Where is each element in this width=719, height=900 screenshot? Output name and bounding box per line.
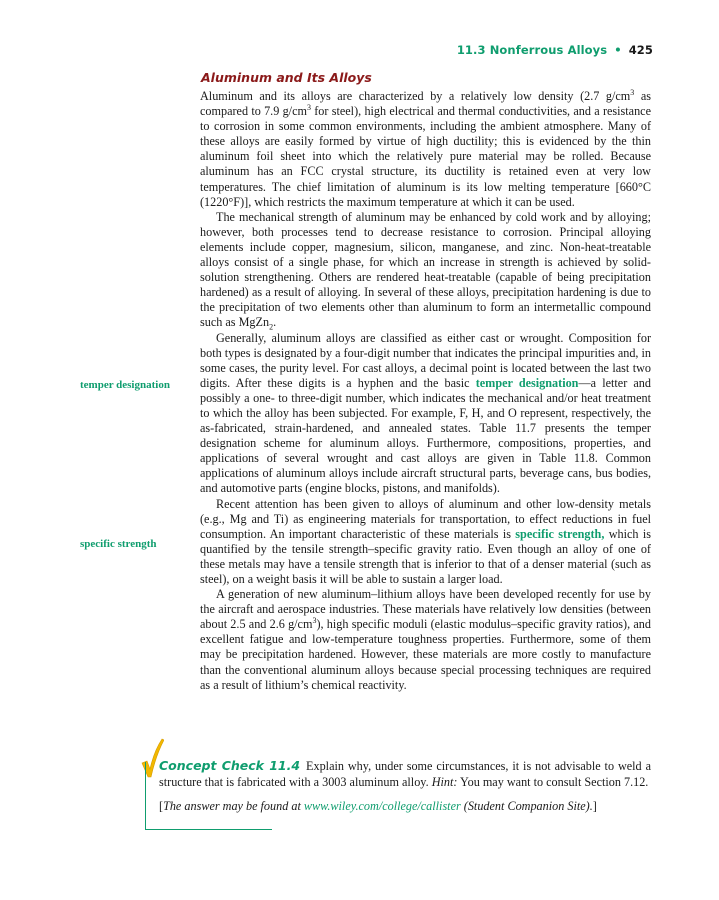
concept-check-answer: [The answer may be found at www.wiley.com/college/callister (Student Companion Site).] bbox=[159, 799, 597, 813]
paragraph-1: Aluminum and its alloys are characterized by a relatively low density (2.7 $g/cm^3$ as compared to 7.9 $g/cm^3$ for steel), high electrical and thermal conductivities, and a resistance to corrosion in some common environments, including the ambient atmosphere. Many of these alloys are easily formed by virtue of high ductility; this is evidenced by the thin aluminum foil sheet into which the relatively pure material may be rolled. Because aluminum has an FCC crystal structure, its ductility is retained even at very low temperatures. The chief limitation of aluminum is its low melting temperature [660°C (1220°F)], which restricts the maximum temperature at which it can be used. bbox=[200, 87, 652, 209]
companion-site-link[interactable]: www.wiley.com/college/callister bbox=[303, 799, 461, 813]
key-term-specific-strength: specific strength, bbox=[515, 526, 605, 541]
header-separator: • bbox=[614, 43, 622, 57]
concept-check-title: Concept Check 11.4 bbox=[159, 758, 301, 773]
concept-check-divider bbox=[145, 829, 272, 830]
concept-check-box bbox=[159, 758, 651, 814]
margin-note-temper-designation: temper designation bbox=[80, 379, 170, 391]
section-heading: Aluminum and Its Alloys bbox=[201, 70, 372, 85]
section-title: 11.3 Nonferrous Alloys bbox=[456, 43, 608, 57]
body-text bbox=[200, 89, 651, 693]
key-term-temper-designation: temper designation bbox=[475, 375, 579, 390]
concept-check-question: Concept Check 11.4 Explain why, under some circumstances, it is not advisable to weld a structure that is fabricated with a 3003 aluminum alloy. Hint: You may want to consult Section 7.12. bbox=[159, 758, 651, 789]
paragraph-5: A generation of new aluminum–lithium alloys have been developed recently for use by the aircraft and aerospace industries. These materials have relatively low densities (between about 2.5 and 2.6 $g/cm^3$), high specific moduli (elastic modulus–specific gravity ratios), and excellent fatigue and low-temperature toughness properties. Furthermore, some of them may be precipitation hardened. However, these materials are more costly to manufacture than the conventional aluminum alloys because special processing techniques are required as a result of lithium’s chemical reactivity. bbox=[200, 587, 651, 692]
running-header bbox=[457, 43, 653, 57]
margin-note-specific-strength: specific strength bbox=[80, 538, 157, 550]
paragraph-3: Generally, aluminum alloys are classified as either cast or wrought. Composition for both types is designated by a four-digit number that indicates the principal impurities and, in some cases, the purity level. For cast alloys, a decimal point is located between the last two digits. After these digits is a hyphen and the basic temper designation—a letter and possibly a one- to three-digit number, which indicates the mechanical and/or heat treatment to which the alloy has been subjected. For example, F, H, and O represent, respectively, the as-fabricated, strain-hardened, and annealed states. Table 11.7 presents the temper designation scheme for aluminum alloys. Furthermore, compositions, properties, and applications of several wrought and cast alloys are given in Table 11.8. Common applications of aluminum alloys include aircraft structural parts, beverage cans, bus bodies, and automotive parts (engine blocks, pistons, and manifolds). bbox=[200, 330, 651, 496]
page-number: 425 bbox=[628, 43, 653, 57]
paragraph-4: Recent attention has been given to alloys of aluminum and other low-density metals (e.g., Mg and Ti) as engineering materials for transportation, to effect reductions in fuel consumption. An important characteristic of these materials is specific strength, which is quantified by the tensile strength–specific gravity ratio. Even though an alloy of one of these metals may have a tensile strength that is inferior to that of a denser material (such as steel), on a weight basis it will be able to sustain a larger load. bbox=[200, 496, 651, 586]
paragraph-2: The mechanical strength of aluminum may be enhanced by cold work and by alloying; however, both processes tend to decrease resistance to corrosion. Principal alloying elements include copper, magnesium, silicon, manganese, and zinc. Non-heat-treatable alloys consist of a single phase, for which an increase in strength is achieved by solid-solution strengthening. Others are rendered heat-treatable (capable of being precipitation hardened) as a result of alloying. In several of these alloys, precipitation hardening is due to the precipitation of two elements other than aluminum to form an intermetallic compound such as MgZn$_2$. bbox=[200, 209, 651, 332]
concept-check-border bbox=[145, 762, 146, 830]
